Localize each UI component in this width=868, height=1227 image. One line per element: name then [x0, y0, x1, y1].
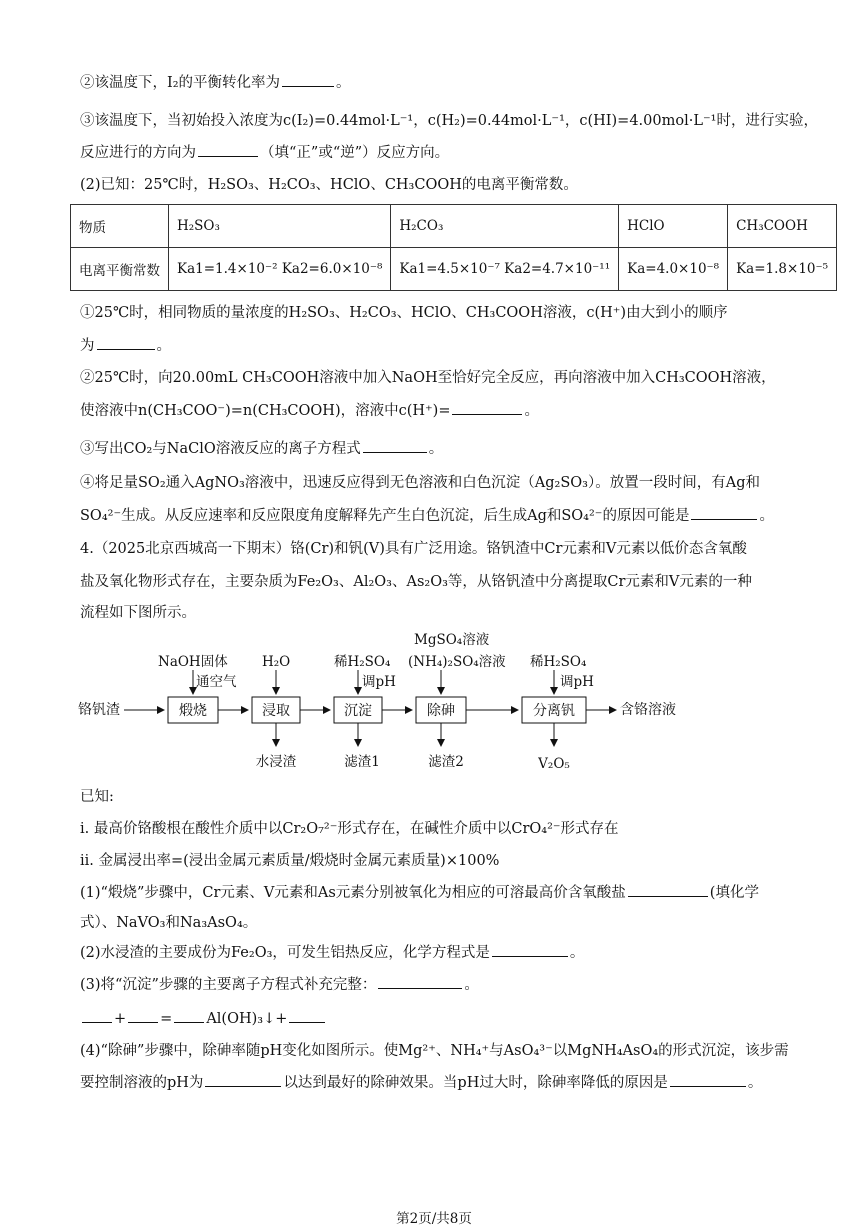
table-cell: Ka=1.8×10⁻⁵	[728, 248, 837, 291]
answer-2: (2)水浸渣的主要成份为Fe₂O₃，可发生铝热反应，化学方程式是 。	[80, 942, 584, 964]
answer-blank[interactable]	[628, 882, 708, 897]
table-cell: Ka=4.0×10⁻⁸	[619, 248, 728, 291]
part-2-intro: (2)已知：25℃时，H₂SO₃、H₂CO₃、HClO、CH₃COOH的电离平衡常数。	[80, 177, 578, 193]
answer-1-line1: (1)“煅烧”步骤中，Cr元素、V元素和As元素分别被氧化为相应的可溶最高价含氧酸盐 (填化学	[80, 882, 759, 904]
question-4-line3: 流程如下图所示。	[80, 605, 196, 621]
answer-blank[interactable]	[198, 142, 258, 157]
reagent-label: NaOH固体	[158, 654, 228, 670]
table-cell: H₂CO₃	[391, 205, 619, 248]
table-cell: H₂SO₃	[169, 205, 391, 248]
answer-blank[interactable]	[691, 505, 757, 520]
reagent-label: (NH₄)₂SO₄溶液	[408, 654, 506, 670]
reagent-label: 稀H₂SO₄	[530, 654, 587, 670]
known-item-2: ii. 金属浸出率=(浸出金属元素质量/煅烧时金属元素质量)×100%	[80, 853, 500, 869]
table-cell: 物质	[71, 205, 169, 248]
sub-question-4-line2: SO₄²⁻生成。从反应速率和反应限度角度解释先产生白色沉淀，后生成Ag和SO₄²⁻的原因可能是 。	[80, 505, 774, 527]
table-cell: 电离平衡常数	[71, 248, 169, 291]
answer-blank[interactable]	[492, 942, 568, 957]
answer-4-line2: 要控制溶液的pH为 以达到最好的除砷效果。当pH过大时，除砷率降低的原因是 。	[80, 1072, 762, 1094]
reagent-label: 通空气	[196, 674, 237, 690]
page-footer: 第2页/共8页	[396, 1211, 472, 1227]
sub-question-2-line2: 使溶液中n(CH₃COO⁻)=n(CH₃COOH)，溶液中c(H⁺)= 。	[80, 400, 539, 422]
answer-blank[interactable]	[282, 72, 334, 87]
answer-blank[interactable]	[82, 1008, 112, 1023]
reagent-label: H₂O	[262, 654, 291, 670]
answer-3: (3)将“沉淀”步骤的主要离子方程式补充完整： 。	[80, 974, 479, 996]
process-flow-diagram	[78, 628, 698, 782]
product-label: 滤渣1	[344, 754, 380, 770]
table-header-row	[71, 205, 837, 248]
question-2: ②该温度下，I₂的平衡转化率为 。	[80, 72, 351, 94]
question-4-line2: 盐及氧化物形式存在，主要杂质为Fe₂O₃、Al₂O₃、As₂O₃等，从铬钒渣中分离提取Cr元素和V元素的一种	[80, 574, 752, 590]
table-cell: HClO	[619, 205, 728, 248]
answer-blank[interactable]	[97, 335, 155, 350]
question-3-line2: 反应进行的方向为 （填“正”或“逆”）反应方向。	[80, 142, 449, 164]
step-label: 除砷	[427, 703, 455, 719]
reagent-label: 调pH	[560, 674, 594, 690]
sub-question-3: ③写出CO₂与NaClO溶液反应的离子方程式 。	[80, 438, 443, 460]
reagent-label: MgSO₄溶液	[414, 632, 490, 648]
answer-blank[interactable]	[363, 438, 427, 453]
product-label: 滤渣2	[428, 754, 464, 770]
answer-blank[interactable]	[289, 1008, 325, 1023]
known-item-1: i. 最高价铬酸根在酸性介质中以Cr₂O₇²⁻形式存在，在碱性介质中以CrO₄²⁻形式存在	[80, 821, 619, 837]
ionization-constant-table	[70, 204, 837, 291]
reagent-label: 稀H₂SO₄	[334, 654, 391, 670]
table-cell: Ka1=4.5×10⁻⁷ Ka2=4.7×10⁻¹¹	[391, 248, 619, 291]
answer-blank[interactable]	[174, 1008, 204, 1023]
step-label: 分离钒	[533, 703, 575, 719]
table-cell: Ka1=1.4×10⁻² Ka2=6.0×10⁻⁸	[169, 248, 391, 291]
answer-blank[interactable]	[205, 1072, 281, 1087]
answer-4-line1: (4)“除砷”步骤中，除砷率随pH变化如图所示。使Mg²⁺、NH₄⁺与AsO₄³⁻以MgNH₄AsO₄的形式沉淀，该步需	[80, 1043, 789, 1059]
known-heading: 已知:	[80, 789, 114, 805]
answer-blank[interactable]	[378, 974, 462, 989]
step-label: 沉淀	[344, 703, 372, 719]
answer-blank[interactable]	[452, 400, 522, 415]
answer-blank[interactable]	[128, 1008, 158, 1023]
question-3-line1: ③该温度下，当初始投入浓度为c(I₂)=0.44mol·L⁻¹，c(H₂)=0.44mol·L⁻¹，c(HI)=4.00mol·L⁻¹时，进行实验，	[80, 113, 818, 129]
question-4-line1: 4.（2025北京西城高一下期末）铬(Cr)和钒(V)具有广泛用途。铬钒渣中Cr元素和V元素以低价态含氧酸	[80, 541, 747, 557]
equation-blanks: + = Al(OH)₃↓+	[80, 1008, 327, 1030]
answer-blank[interactable]	[670, 1072, 746, 1087]
sub-question-4-line1: ④将足量SO₂通入AgNO₃溶液中，迅速反应得到无色溶液和白色沉淀（Ag₂SO₃）。放置一段时间，有Ag和	[80, 475, 760, 491]
flow-start: 铬钒渣	[78, 702, 120, 718]
product-label: V₂O₅	[538, 756, 570, 772]
table-row	[71, 248, 837, 291]
sub-question-2-line1: ②25℃时，向20.00mL CH₃COOH溶液中加入NaOH至恰好完全反应，再向溶液中加入CH₃COOH溶液，	[80, 370, 776, 386]
step-label: 浸取	[262, 703, 290, 719]
reagent-label: 调pH	[362, 674, 396, 690]
sub-question-1-line2: 为 。	[80, 335, 171, 357]
product-label: 水浸渣	[255, 754, 297, 770]
table-cell: CH₃COOH	[728, 205, 837, 248]
flow-svg	[78, 628, 698, 778]
answer-1-line2: 式）、NaVO₃和Na₃AsO₄。	[80, 915, 258, 931]
step-label: 煅烧	[179, 703, 207, 719]
sub-question-1-line1: ①25℃时，相同物质的量浓度的H₂SO₃、H₂CO₃、HClO、CH₃COOH溶液，c(H⁺)由大到小的顺序	[80, 305, 728, 321]
flow-end: 含铬溶液	[620, 702, 676, 718]
